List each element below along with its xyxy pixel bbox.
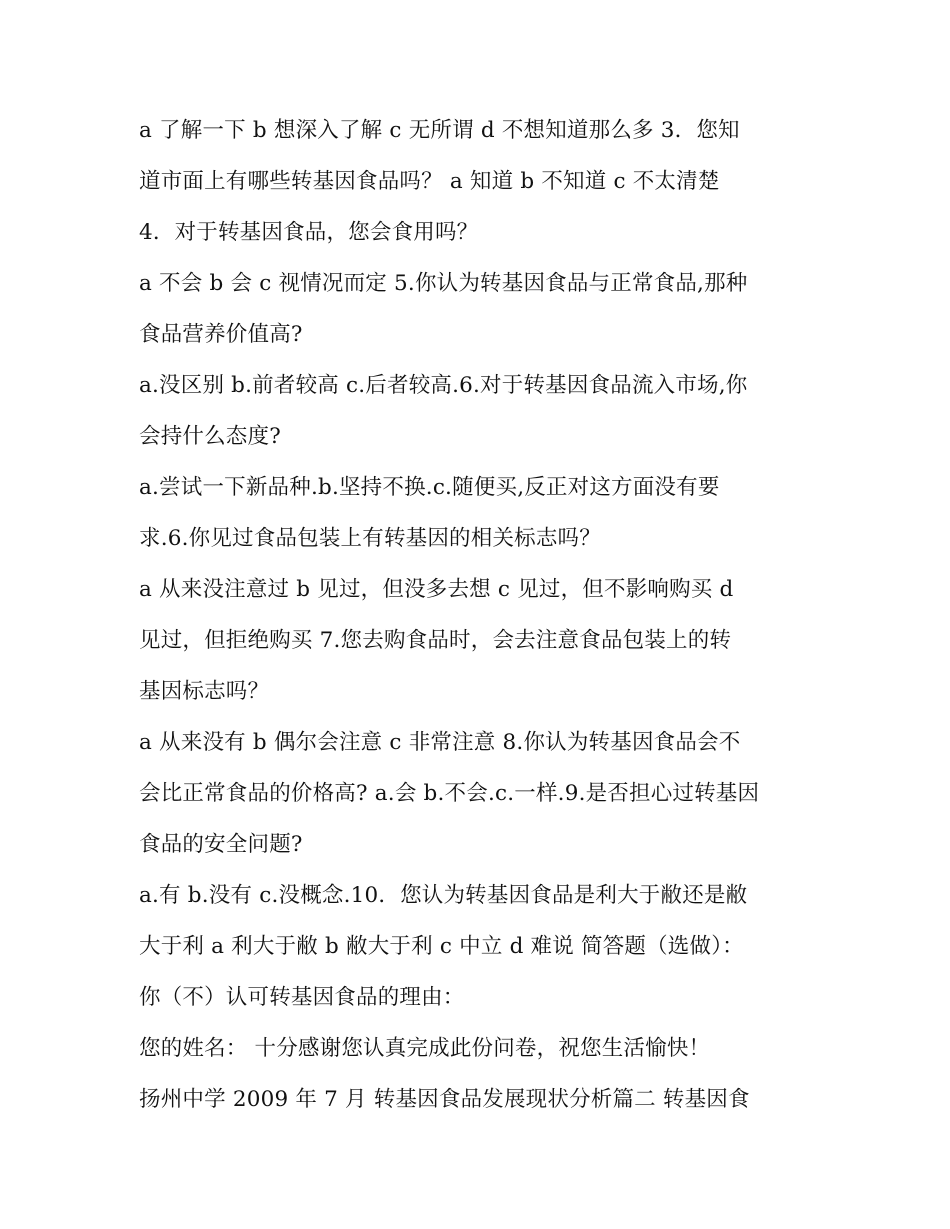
text-line: 见过，但拒绝购买 7.您去购食品时，会去注意食品包装上的转 bbox=[139, 628, 732, 653]
text-line: a.尝试一下新品种.b.坚持不换.c.随便买,反正对这方面没有要 bbox=[139, 475, 720, 500]
text-line: a 了解一下 b 想深入了解 c 无所谓 d 不想知道那么多 3．您知 bbox=[139, 118, 740, 143]
document-body bbox=[139, 105, 819, 1125]
text-line: 您的姓名： 十分感谢您认真完成此份问卷，祝您生活愉快！ bbox=[139, 1036, 711, 1061]
text-line: a.没区别 b.前者较高 c.后者较高.6.对于转基因食品流入市场,你 bbox=[139, 373, 748, 398]
text-line: 会持什么态度? bbox=[139, 424, 281, 449]
text-line: a 从来没注意过 b 见过，但没多去想 c 见过，但不影响购买 d bbox=[139, 577, 734, 602]
text-line: a.有 b.没有 c.没概念.10．您认为转基因食品是利大于敝还是敝 bbox=[139, 883, 748, 908]
text-line: 扬州中学 2009 年 7 月 转基因食品发展现状分析篇二 转基因食 bbox=[139, 1087, 750, 1112]
text-line: 食品营养价值高? bbox=[139, 322, 303, 347]
text-line: 求.6.你见过食品包装上有转基因的相关标志吗？ bbox=[139, 526, 601, 551]
text-line: a 不会 b 会 c 视情况而定 5.你认为转基因食品与正常食品,那种 bbox=[139, 271, 748, 296]
text-line: 大于利 a 利大于敝 b 敝大于利 c 中立 d 难说 简答题（选做）： bbox=[139, 934, 744, 959]
text-line: 会比正常食品的价格高? a.会 b.不会.c.一样.9.是否担心过转基因 bbox=[139, 781, 760, 806]
text-line: 你（不）认可转基因食品的理由： bbox=[139, 985, 465, 1010]
text-line: 4．对于转基因食品，您会食用吗？ bbox=[139, 220, 479, 245]
text-line: 道市面上有哪些转基因食品吗？ a 知道 b 不知道 c 不太清楚 bbox=[139, 169, 720, 194]
text-line: 基因标志吗？ bbox=[139, 679, 270, 704]
text-line: a 从来没有 b 偶尔会注意 c 非常注意 8.你认为转基因食品会不 bbox=[139, 730, 741, 755]
text-line: 食品的安全问题? bbox=[139, 832, 303, 857]
